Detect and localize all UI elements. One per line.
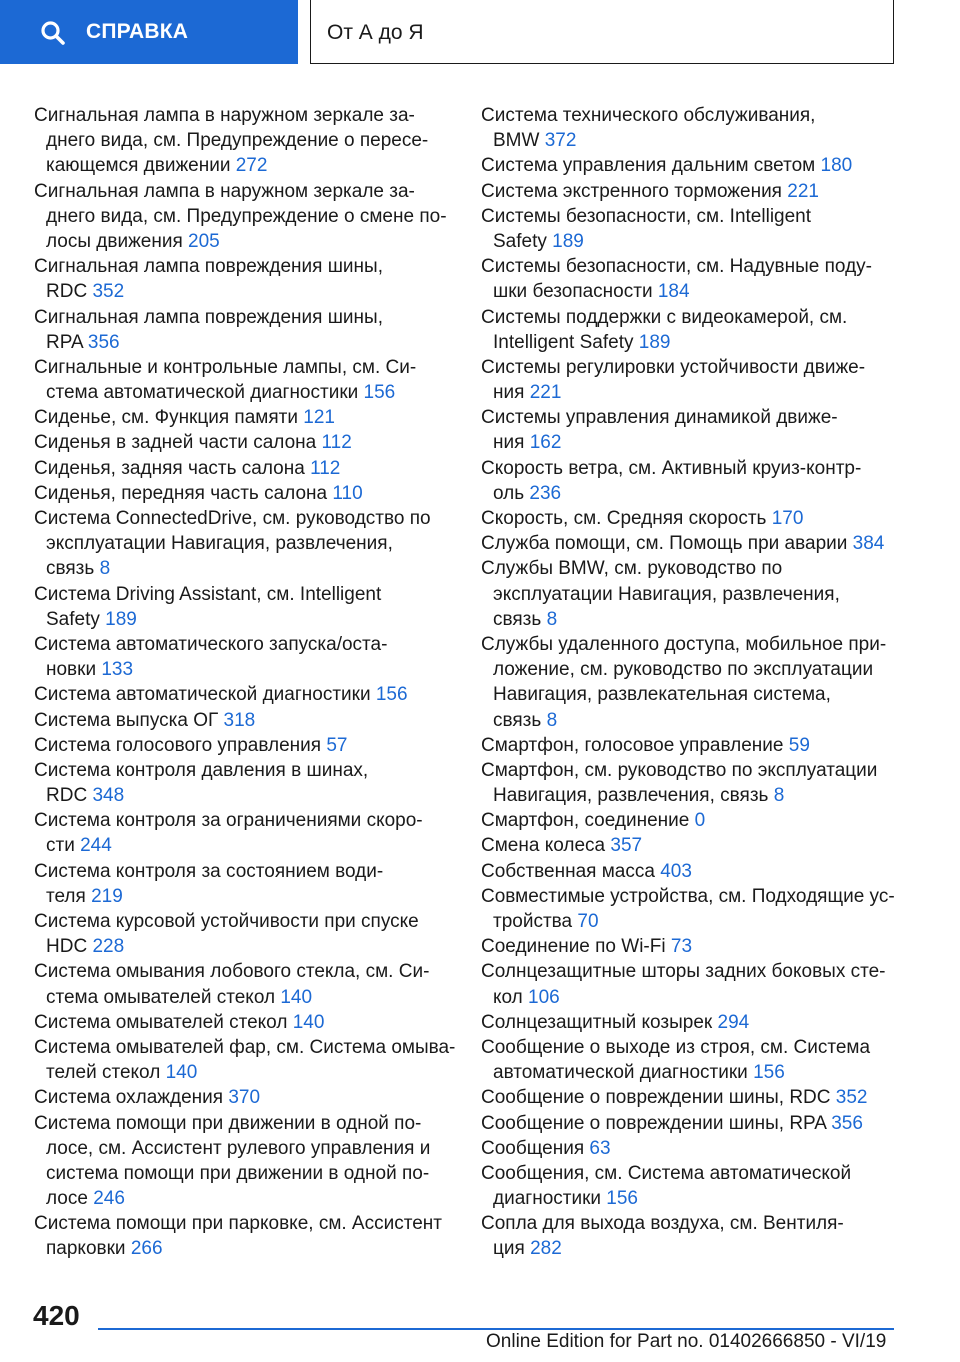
index-entry-text: стема омывателей стекол bbox=[46, 986, 281, 1008]
index-line bbox=[34, 682, 454, 707]
index-entry-text: лосе, см. Ассистент рулевого управления и bbox=[46, 1137, 431, 1159]
index-line bbox=[34, 607, 454, 632]
index-column-right bbox=[481, 103, 901, 1262]
page-link[interactable]: 156 bbox=[363, 382, 396, 404]
index-entry-text: Сообщение о выходе из строя, см. Система bbox=[481, 1036, 871, 1058]
index-entry-text: Intelligent Safety bbox=[493, 331, 639, 353]
index-entry-text: RDC bbox=[46, 785, 93, 807]
page-link[interactable]: 106 bbox=[528, 986, 560, 1008]
index-entry-text: кол bbox=[493, 986, 529, 1008]
index-entry-text: Система автоматической диагностики bbox=[34, 684, 376, 706]
index-line bbox=[481, 1136, 901, 1161]
page-link[interactable]: 184 bbox=[657, 281, 690, 303]
index-entry-text: Служба помощи, см. Помощь при аварии bbox=[481, 533, 853, 555]
index-line bbox=[481, 1111, 901, 1136]
page-link[interactable]: 246 bbox=[93, 1188, 125, 1210]
index-line bbox=[481, 833, 901, 858]
index-entry-text: Солнцезащитные шторы задних боковых сте- bbox=[481, 961, 886, 983]
index-line bbox=[481, 430, 901, 455]
page-link[interactable]: 189 bbox=[105, 608, 137, 630]
index-line bbox=[34, 657, 454, 682]
footer-edition: Online Edition for Part no. 01402666850 - VI/19 bbox=[486, 1331, 887, 1352]
index-line bbox=[481, 632, 901, 657]
index-line bbox=[481, 305, 901, 330]
index-line bbox=[34, 934, 454, 959]
index-entry-text: тройства bbox=[493, 911, 578, 932]
index-line bbox=[34, 531, 454, 556]
index-line bbox=[481, 1236, 901, 1261]
index-entry-text: Система омывания лобового стекла, см. Си- bbox=[34, 961, 430, 983]
index-line bbox=[481, 531, 901, 556]
index-line bbox=[34, 884, 454, 909]
index-line bbox=[481, 103, 901, 128]
index-entry-text: связь bbox=[46, 558, 100, 580]
index-entry-text: эксплуатации Навигация, развлечения, bbox=[46, 533, 393, 555]
footer-divider bbox=[98, 1328, 894, 1330]
page-link[interactable]: 244 bbox=[80, 835, 112, 857]
index-line bbox=[481, 330, 901, 355]
index-entry-text: Safety bbox=[493, 230, 553, 252]
index-entry-text: ния bbox=[493, 382, 530, 404]
index-entry-text: Система охлаждения bbox=[34, 1087, 229, 1109]
index-line bbox=[34, 153, 454, 178]
index-entry-text: Смартфон, соединение bbox=[481, 810, 695, 832]
index-entry-text: Система Driving Assistant, см. Intelligent bbox=[34, 583, 382, 605]
index-line bbox=[34, 405, 454, 430]
index-entry-text: Соединение по Wi-Fi bbox=[481, 936, 671, 958]
page-link[interactable]: 266 bbox=[130, 1238, 163, 1260]
index-entry-text: шки безопасности bbox=[493, 281, 658, 303]
index-line bbox=[481, 254, 901, 279]
index-entry-text: Смартфон, см. руководство по эксплуатации bbox=[481, 759, 878, 781]
index-entry-text: Скорость, см. Средняя скорость bbox=[481, 508, 772, 529]
index-line bbox=[481, 708, 901, 733]
index-entry-text: RPA bbox=[46, 331, 88, 353]
index-entry-text: Система управления дальним светом bbox=[481, 155, 821, 177]
page-link[interactable]: 8 bbox=[773, 785, 785, 807]
index-entry-text: ложение, см. руководство по эксплуатации bbox=[493, 659, 874, 681]
index-line bbox=[481, 1010, 901, 1035]
page-link[interactable]: 140 bbox=[280, 986, 313, 1008]
page-link[interactable]: 348 bbox=[92, 785, 125, 807]
index-line bbox=[34, 1085, 454, 1110]
index-line bbox=[481, 808, 901, 833]
index-entry-text: Сигнальная лампа повреждения шины, bbox=[34, 256, 383, 278]
index-line bbox=[481, 959, 901, 984]
page-link[interactable]: 219 bbox=[91, 885, 123, 907]
search-tab[interactable] bbox=[0, 0, 298, 64]
index-line bbox=[481, 934, 901, 959]
page-number: 420 bbox=[33, 1300, 80, 1331]
index-entry-text: Сиденья в задней части салона bbox=[34, 432, 322, 454]
page-link[interactable]: 352 bbox=[92, 281, 125, 303]
index-line bbox=[481, 909, 901, 934]
index-entry-text: телей стекол bbox=[46, 1062, 166, 1084]
index-entry-text: Система контроля давления в шинах, bbox=[34, 759, 369, 781]
index-line bbox=[34, 959, 454, 984]
index-entry-text: Система курсовой устойчивости при спуске bbox=[34, 911, 419, 932]
page-link[interactable]: 356 bbox=[87, 331, 120, 353]
index-entry-text: Сиденья, передняя часть салона bbox=[34, 482, 333, 504]
index-line bbox=[34, 1211, 454, 1236]
index-line bbox=[34, 330, 454, 355]
index-entry-text: Сообщение о повреждении шины, RDC bbox=[481, 1087, 836, 1109]
page-link[interactable]: 70 bbox=[577, 911, 599, 932]
index-line bbox=[481, 1186, 901, 1211]
index-entry-text: эксплуатации Навигация, развлечения, bbox=[493, 583, 840, 605]
page-link[interactable]: 162 bbox=[529, 432, 562, 454]
index-entry-text: Совместимые устройства, см. Подходящие ус- bbox=[481, 885, 895, 907]
index-entry-text: Система контроля за ограничениями скоро- bbox=[34, 810, 423, 832]
index-line bbox=[34, 179, 454, 204]
index-line bbox=[34, 355, 454, 380]
section-title: От А до Я bbox=[327, 21, 424, 44]
index-line bbox=[481, 153, 901, 178]
index-entry-text: Скорость ветра, см. Активный круиз-контр- bbox=[481, 457, 862, 479]
index-line bbox=[34, 1060, 454, 1085]
index-entry-text: ция bbox=[493, 1238, 531, 1260]
index-entry-text: сти bbox=[46, 835, 81, 857]
index-entry-text: Сиденья, задняя часть салона bbox=[34, 457, 311, 479]
page-link[interactable]: 228 bbox=[92, 936, 125, 958]
page-link[interactable]: 205 bbox=[188, 230, 220, 252]
index-entry-text: Система омывателей стекол bbox=[34, 1011, 293, 1033]
search-icon bbox=[40, 20, 66, 46]
index-entry-text: ния bbox=[493, 432, 530, 454]
index-entry-text: Система омывателей фар, см. Система омыва- bbox=[34, 1036, 456, 1058]
index-line bbox=[481, 783, 901, 808]
index-entry-text: новки bbox=[46, 659, 102, 681]
page-link[interactable]: 372 bbox=[544, 130, 577, 152]
page-link[interactable]: 110 bbox=[332, 482, 363, 504]
page-link[interactable]: 170 bbox=[771, 508, 804, 529]
index-line bbox=[481, 859, 901, 884]
page-link[interactable]: 189 bbox=[552, 230, 584, 252]
index-entry-text: RDC bbox=[46, 281, 93, 303]
index-entry-text: Системы безопасности, см. Intelligent bbox=[481, 205, 812, 227]
index-line bbox=[481, 355, 901, 380]
index-line bbox=[481, 556, 901, 581]
index-line bbox=[481, 1085, 901, 1110]
page-link[interactable]: 8 bbox=[546, 608, 558, 630]
index-entry-text: связь bbox=[493, 709, 547, 731]
index-entry-text: Сигнальная лампа повреждения шины, bbox=[34, 306, 383, 328]
index-line bbox=[34, 859, 454, 884]
section-header bbox=[310, 0, 894, 64]
index-line bbox=[34, 632, 454, 657]
index-line bbox=[481, 1060, 901, 1085]
page-link[interactable]: 403 bbox=[660, 860, 692, 882]
page-link[interactable]: 57 bbox=[326, 734, 348, 756]
index-line bbox=[481, 607, 901, 632]
index-line bbox=[34, 481, 454, 506]
index-entry-text: Сигнальная лампа в наружном зеркале за- bbox=[34, 180, 415, 202]
page-link[interactable]: 294 bbox=[717, 1011, 750, 1033]
index-line bbox=[481, 884, 901, 909]
page-link[interactable]: 189 bbox=[638, 331, 671, 353]
index-line bbox=[34, 279, 454, 304]
index-entry-text: автоматической диагностики bbox=[493, 1062, 754, 1084]
index-entry-text: Службы удаленного доступа, мобильное при- bbox=[481, 633, 887, 655]
index-entry-text: Система экстренного торможения bbox=[481, 180, 788, 202]
index-entry-text: кающемся движении bbox=[46, 155, 236, 177]
index-line bbox=[34, 128, 454, 153]
page-link[interactable]: 356 bbox=[831, 1112, 863, 1134]
index-entry-text: Навигация, развлекательная система, bbox=[493, 684, 831, 706]
index-line bbox=[34, 556, 454, 581]
page-link[interactable]: 272 bbox=[235, 155, 268, 177]
index-line bbox=[34, 1035, 454, 1060]
page-link[interactable]: 370 bbox=[228, 1087, 261, 1109]
index-line bbox=[481, 682, 901, 707]
index-line bbox=[34, 430, 454, 455]
index-entry-text: BMW bbox=[493, 130, 545, 152]
index-line bbox=[481, 380, 901, 405]
index-entry-text: Смартфон, голосовое управление bbox=[481, 734, 789, 756]
index-line bbox=[34, 758, 454, 783]
index-line bbox=[34, 783, 454, 808]
index-entry-text: днего вида, см. Предупреждение о пересе- bbox=[46, 130, 429, 152]
page-link[interactable]: 63 bbox=[589, 1137, 611, 1159]
page-link[interactable]: 140 bbox=[165, 1062, 198, 1084]
index-entry-text: Системы безопасности, см. Надувные поду- bbox=[481, 256, 872, 278]
index-entry-text: Система автоматического запуска/оста- bbox=[34, 633, 388, 655]
index-entry-text: Система выпуска ОГ bbox=[34, 709, 224, 731]
index-line bbox=[481, 733, 901, 758]
index-line bbox=[34, 733, 454, 758]
page-link[interactable]: 236 bbox=[529, 482, 562, 504]
page-link[interactable]: 221 bbox=[529, 382, 562, 404]
index-line bbox=[34, 229, 454, 254]
index-line bbox=[481, 128, 901, 153]
index-line bbox=[481, 1035, 901, 1060]
page-link[interactable]: 282 bbox=[530, 1238, 562, 1260]
index-entry-text: Сообщения bbox=[481, 1137, 590, 1159]
index-line bbox=[34, 506, 454, 531]
index-line bbox=[481, 657, 901, 682]
index-entry-text: Сопла для выхода воздуха, см. Вентиля- bbox=[481, 1213, 844, 1235]
page-link[interactable]: 121 bbox=[303, 407, 335, 429]
index-line bbox=[481, 1211, 901, 1236]
page-link[interactable]: 0 bbox=[694, 810, 706, 832]
index-entry-text: парковки bbox=[46, 1238, 131, 1260]
index-entry-text: Смена колеса bbox=[481, 835, 611, 857]
index-line bbox=[481, 1161, 901, 1186]
page-link[interactable]: 156 bbox=[606, 1188, 638, 1210]
index-entry-text: Службы BMW, см. руководство по bbox=[481, 558, 783, 580]
index-line bbox=[34, 1236, 454, 1261]
page-link[interactable]: 8 bbox=[546, 709, 558, 731]
index-line bbox=[34, 456, 454, 481]
search-label: СПРАВКА bbox=[86, 20, 189, 43]
index-entry-text: Система голосового управления bbox=[34, 734, 327, 756]
index-line bbox=[34, 1136, 454, 1161]
index-line bbox=[34, 808, 454, 833]
index-entry-text: оль bbox=[493, 482, 530, 504]
index-line bbox=[34, 254, 454, 279]
page-link[interactable]: 180 bbox=[820, 155, 853, 177]
index-line bbox=[34, 1010, 454, 1035]
index-entry-text: диагностики bbox=[493, 1188, 607, 1210]
index-entry-text: Навигация, развлечения, связь bbox=[493, 785, 774, 807]
page-link[interactable]: 73 bbox=[670, 936, 693, 958]
index-entry-text: Сообщение о повреждении шины, RPA bbox=[481, 1112, 832, 1134]
page-link[interactable]: 59 bbox=[788, 734, 810, 756]
index-entry-text: Сиденье, см. Функция памяти bbox=[34, 407, 304, 429]
index-line bbox=[481, 405, 901, 430]
page-link[interactable]: 384 bbox=[852, 533, 885, 555]
index-entry-text: Солнцезащитный козырек bbox=[481, 1011, 718, 1033]
index-line bbox=[34, 204, 454, 229]
index-entry-text: Система ConnectedDrive, см. руководство по bbox=[34, 508, 431, 529]
index-entry-text: Системы управления динамикой движе- bbox=[481, 407, 838, 429]
index-entry-text: связь bbox=[493, 608, 547, 630]
index-entry-text: Собственная масса bbox=[481, 860, 661, 882]
index-entry-text: Системы регулировки устойчивости движе- bbox=[481, 356, 866, 378]
index-line bbox=[481, 229, 901, 254]
index-entry-text: Сигнальная лампа в наружном зеркале за- bbox=[34, 105, 415, 126]
index-line bbox=[481, 758, 901, 783]
index-line bbox=[34, 380, 454, 405]
index-line bbox=[481, 506, 901, 531]
index-entry-text: теля bbox=[46, 885, 92, 907]
index-entry-text: лосе bbox=[46, 1188, 94, 1210]
index-entry-text: Сигнальные и контрольные лампы, см. Си- bbox=[34, 356, 417, 378]
index-line bbox=[34, 305, 454, 330]
index-line bbox=[481, 279, 901, 304]
index-entry-text: Система контроля за состоянием води- bbox=[34, 860, 384, 882]
index-entry-text: система помощи при движении в одной по- bbox=[46, 1162, 430, 1184]
index-line bbox=[34, 582, 454, 607]
index-line bbox=[481, 582, 901, 607]
index-line bbox=[34, 909, 454, 934]
page-link[interactable]: 318 bbox=[223, 709, 256, 731]
index-line bbox=[34, 985, 454, 1010]
index-line bbox=[34, 1111, 454, 1136]
index-line bbox=[481, 204, 901, 229]
index-line bbox=[481, 456, 901, 481]
page-link[interactable]: 221 bbox=[787, 180, 819, 202]
index-line bbox=[34, 1161, 454, 1186]
index-entry-text: Системы поддержки с видеокамерой, см. bbox=[481, 306, 848, 328]
index-line bbox=[34, 103, 454, 128]
index-entry-text: Система технического обслуживания, bbox=[481, 105, 816, 126]
index-entry-text: HDC bbox=[46, 936, 93, 958]
index-line bbox=[481, 481, 901, 506]
page-link[interactable]: 352 bbox=[835, 1087, 868, 1109]
index-line bbox=[34, 1186, 454, 1211]
index-line bbox=[34, 708, 454, 733]
index-column-left bbox=[34, 103, 454, 1262]
index-line bbox=[34, 833, 454, 858]
page-link[interactable]: 140 bbox=[292, 1011, 325, 1033]
page-link[interactable]: 112 bbox=[310, 457, 341, 479]
index-entry-text: Safety bbox=[46, 608, 106, 630]
index-line bbox=[481, 179, 901, 204]
page-link[interactable]: 133 bbox=[101, 659, 134, 681]
page-link[interactable]: 156 bbox=[753, 1062, 785, 1084]
page-link[interactable]: 8 bbox=[99, 558, 111, 580]
page-link[interactable]: 156 bbox=[375, 684, 408, 706]
index-entry-text: Сообщения, см. Система автоматической bbox=[481, 1162, 852, 1184]
index-entry-text: днего вида, см. Предупреждение о смене по- bbox=[46, 205, 447, 227]
index-line bbox=[481, 985, 901, 1010]
page-link[interactable]: 357 bbox=[610, 835, 643, 857]
page-link[interactable]: 112 bbox=[321, 432, 352, 454]
index-entry-text: Система помощи при движении в одной по- bbox=[34, 1112, 422, 1134]
index-entry-text: лосы движения bbox=[46, 230, 189, 252]
index-entry-text: Система помощи при парковке, см. Ассистент bbox=[34, 1213, 442, 1235]
index-entry-text: стема автоматической диагностики bbox=[46, 382, 364, 404]
